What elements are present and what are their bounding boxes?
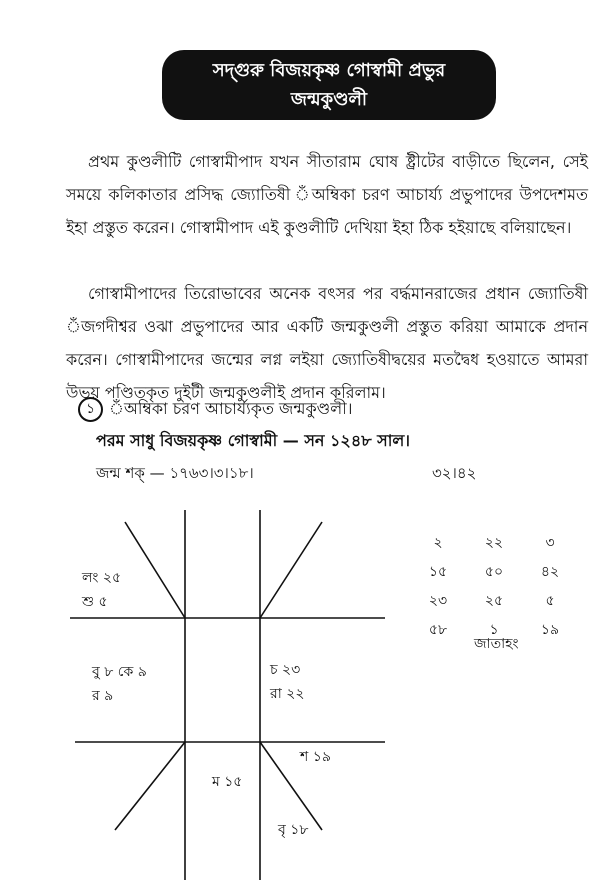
birth-date: জন্ম শক্‌ — ১৭৬৩।৩।১৮। <box>96 464 254 482</box>
house-top-left: লং ২৫ শু ৫ <box>82 570 122 610</box>
birth-time: ৩২।৪২ <box>432 464 477 482</box>
chart-diag-top-left <box>125 522 185 618</box>
grid-cell: ২ <box>433 534 443 551</box>
grid-cell: ১৫ <box>428 563 448 580</box>
position-grid <box>410 528 580 644</box>
title-line-1: সদ্‌গুরু বিজয়কৃষ্ণ গোস্বামী প্রভুর <box>212 60 446 81</box>
grid-cell: ৪২ <box>540 563 560 580</box>
grid-row <box>410 528 580 557</box>
house-bottom-center: ম ১৫ <box>212 774 243 790</box>
grid-cell: ৫ <box>545 592 555 609</box>
chart-caption <box>78 397 352 422</box>
chart-diag-bottom-left <box>115 742 185 830</box>
paragraph-2: গোস্বামীপাদের তিরোভাবের অনেক বৎসর পর বর্দ্ধমানরাজের প্রধান জ্যোতিষী ঁজগদীশ্বর ওঝা প্রভুপাদের আর একটি জন্মকুণ্ডলী প্রস্তুত করিয়া আমাকে প্রদান করেন। গোস্বামীপাদের জন্মের লগ্ন লইয়া জ্যোতিষীদ্বয়ের মতদ্বৈধ হওয়াতে আমরা উভয় পণ্ডিতকৃত দুইটী জন্মকুণ্ডলীই প্রদান করিলাম। <box>66 284 588 402</box>
title-line-2: জন্মকুণ্ডলী <box>290 89 368 110</box>
grid-cell: ২৫ <box>484 592 504 609</box>
grid-cell: ৫৮ <box>428 621 448 638</box>
caption-text: ঁঅম্বিকা চরণ আচার্য্যকৃত জন্মকুণ্ডলী। <box>109 399 353 418</box>
house-middle-right: চ ২৩ রা ২২ <box>270 662 305 702</box>
paragraph-1: প্রথম কুণ্ডলীটি গোস্বামীপাদ যখন সীতারাম ঘোষ ষ্ট্রীটের বাড়ীতে ছিলেন, সেই সময়ে কলিকাতার প্রসিদ্ধ জ্যোতিষী ঁঅম্বিকা চরণ আচার্য্য প্রভুপাদের উপদেশমত ইহা প্রস্তুত করেন। গোস্বামীপাদ এই কুণ্ডলীটি দেখিয়া ইহা ঠিক হইয়াছে বলিয়াছেন। <box>66 152 588 237</box>
chart-diag-top-right <box>260 522 322 618</box>
grid-row <box>410 586 580 615</box>
chart-subtitle: পরম সাধু বিজয়কৃষ্ণ গোস্বামী — সন ১২৪৮ সাল। <box>96 431 411 450</box>
grid-cell: ২৩ <box>428 592 448 609</box>
grid-cell: ৩ <box>545 534 555 551</box>
grid-label: জাতাহং <box>474 636 519 652</box>
grid-cell: ২২ <box>484 534 504 551</box>
grid-cell: ১৯ <box>540 621 560 638</box>
grid-cell: ৫০ <box>484 563 504 580</box>
caption-number: ১ <box>78 397 103 422</box>
house-bottom-right-lower: বৃ ১৮ <box>278 822 309 838</box>
house-bottom-right-upper: শ ১৯ <box>300 749 331 765</box>
title-banner <box>162 50 496 120</box>
house-middle-left: বু ৮ কে ৯ র ৯ <box>92 664 147 704</box>
grid-row <box>410 557 580 586</box>
grid-cell: ১ <box>489 621 499 638</box>
